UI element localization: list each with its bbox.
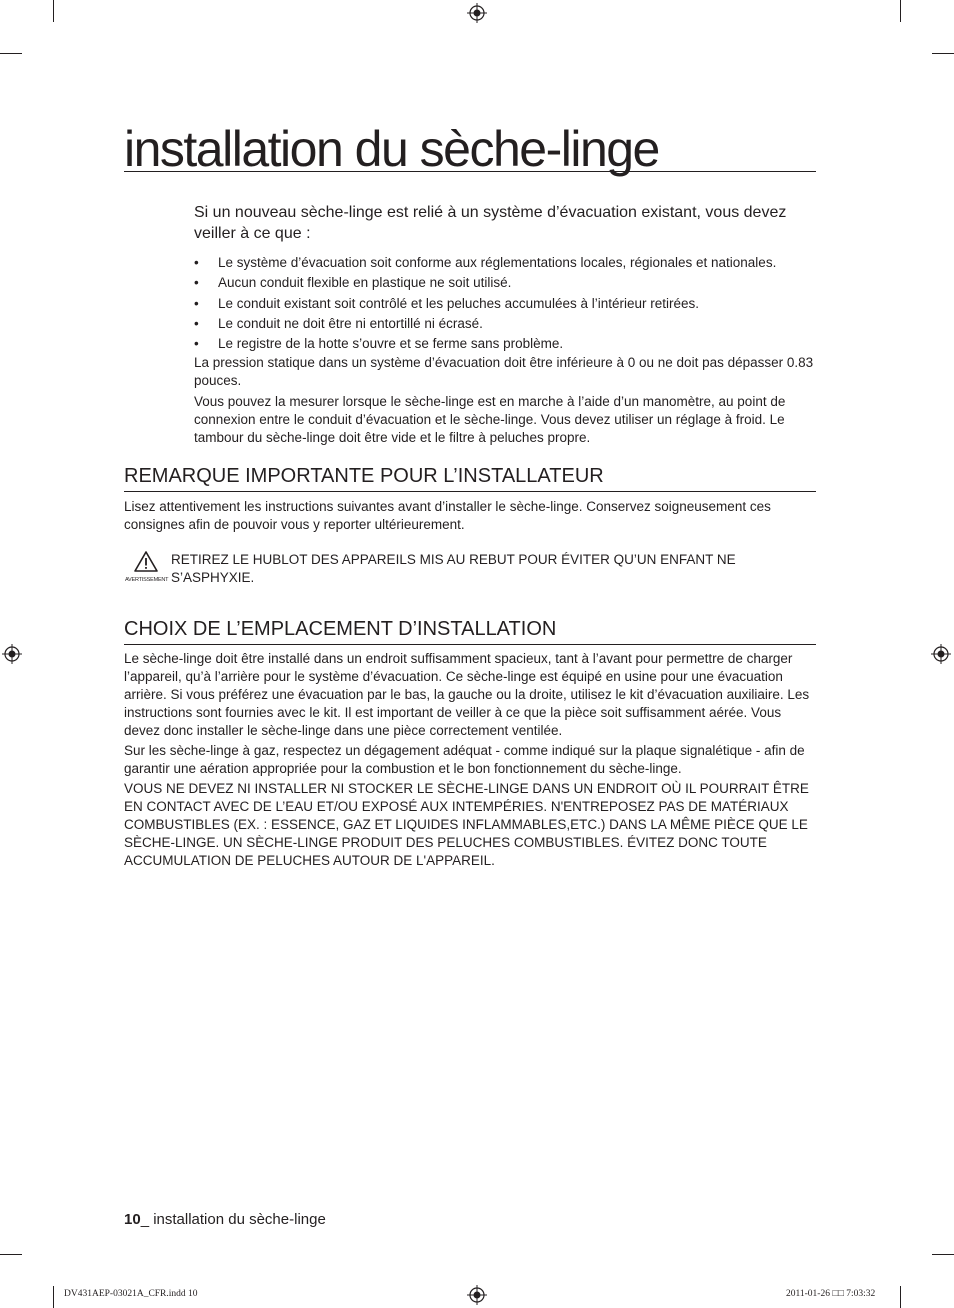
list-item: • Aucun conduit flexible en plastique ne soit utilisé.: [194, 273, 824, 293]
list-item: • Le registre de la hotte s’ouvre et se ferme sans problème.: [194, 334, 824, 354]
list-item: • Le conduit ne doit être ni entortillé ni écrasé.: [194, 314, 824, 334]
slug-file-name: DV431AEP-03021A_CFR.indd 10: [64, 1289, 198, 1299]
warning-icon: [125, 550, 167, 586]
crop-mark: [53, 1286, 54, 1308]
location-paragraph-2: Sur les sèche-linge à gaz, respectez un dégagement adéquat - comme indiqué sur la plaque signalétique - afin de garantir une aération appropriée pour la combustion et le bon fonctionnement du sèche-linge.: [124, 743, 805, 776]
requirements-list: [194, 253, 824, 354]
slug-date-stamp: 2011-01-26 □□ 7:03:32: [786, 1289, 876, 1299]
crop-mark: [0, 1254, 22, 1255]
registration-mark-icon: [467, 3, 487, 23]
location-paragraph-1: Le sèche-linge doit être installé dans un endroit suffisamment spacieux, tant à l’avant pour permettre de charger l’appareil, qu’à l’arrière pour le système d’évacuation. Ce sèche-linge est équipé en usine pour une évacuation arrière. Si vous préférez une évacuation par le bas, la gauche ou la droite, utilisez le kit d’évacuation auxiliaire. Les instructions sont fournies avec le kit. Il est important de veiller à ce que la pièce soit suffisamment aérée. Vous devez donc installer le sèche-linge dans une pièce correctement ventilée.: [124, 651, 810, 738]
list-item: • Le système d’évacuation soit conforme aux réglementations locales, régionales et nationales.: [194, 253, 824, 273]
registration-mark-icon: [467, 1285, 487, 1305]
crop-mark: [932, 53, 954, 54]
page-footer: [124, 1210, 326, 1230]
crop-mark: [53, 0, 54, 22]
crop-mark: [0, 53, 22, 54]
list-item: • Le conduit existant soit contrôlé et les peluches accumulées à l’intérieur retirées.: [194, 294, 824, 314]
registration-mark-icon: [2, 644, 22, 664]
crop-mark: [932, 1254, 954, 1255]
page-title: installation du sèche-linge: [124, 118, 816, 172]
section-heading-location: CHOIX DE L’EMPLACEMENT D’INSTALLATION: [124, 616, 816, 645]
intro-text: Si un nouveau sèche-linge est relié à un système d’évacuation existant, vous devez veiller à ce que :: [194, 204, 787, 242]
warning-text: RETIREZ LE HUBLOT DES APPAREILS MIS AU REBUT POUR ÉVITER QU’UN ENFANT NE S’ASPHYXIE.: [171, 552, 736, 585]
location-paragraph-3: VOUS NE DEVEZ NI INSTALLER NI STOCKER LE SÈCHE-LINGE DANS UN ENDROIT OÙ IL POURRAIT ÊTRE EN CONTACT AVEC DE L’EAU ET/OU EXPOSÉ AUX INTEMPÉRIES. N'ENTREPOSEZ PAS DE MATÉRIAUX COMBUSTIBLES (EX. : ESSENCE, GAZ ET LIQUIDES INFLAMMABLES,ETC.) DANS LA MÊME PIÈCE QUE LE SÈCHE-LINGE. UN SÈCHE-LINGE PRODUIT DES PELUCHES COMBUSTIBLES. ÉVITEZ DONC TOUTE ACCUMULATION DE PELUCHES AUTOUR DE L'APPAREIL.: [124, 781, 809, 868]
page-number: 10: [124, 1211, 141, 1228]
warning-label: AVERTISSEMENT: [125, 577, 169, 583]
registration-mark-icon: [931, 644, 951, 664]
measure-note: Vous pouvez la mesurer lorsque le sèche-linge est en marche à l’aide d’un manomètre, au point de connexion entre le conduit d’évacuation et le sèche-linge. Vous devez utiliser un réglage à froid. Le tambour du sèche-linge doit être vide et le filtre à peluches propre.: [194, 394, 786, 445]
section-heading-installer: REMARQUE IMPORTANTE POUR L’INSTALLATEUR: [124, 463, 816, 492]
footer-section-label: _ installation du sèche-linge: [140, 1211, 326, 1228]
crop-mark: [900, 0, 901, 22]
pressure-note: La pression statique dans un système d’évacuation doit être inférieure à 0 ou ne doit pas dépasser 0.83 pouces.: [194, 355, 814, 388]
crop-mark: [900, 1286, 901, 1308]
installer-text: Lisez attentivement les instructions suivantes avant d’installer le sèche-linge. Conservez soigneusement ces consignes afin de pouvoir vous y reporter ultérieurement.: [124, 499, 771, 532]
